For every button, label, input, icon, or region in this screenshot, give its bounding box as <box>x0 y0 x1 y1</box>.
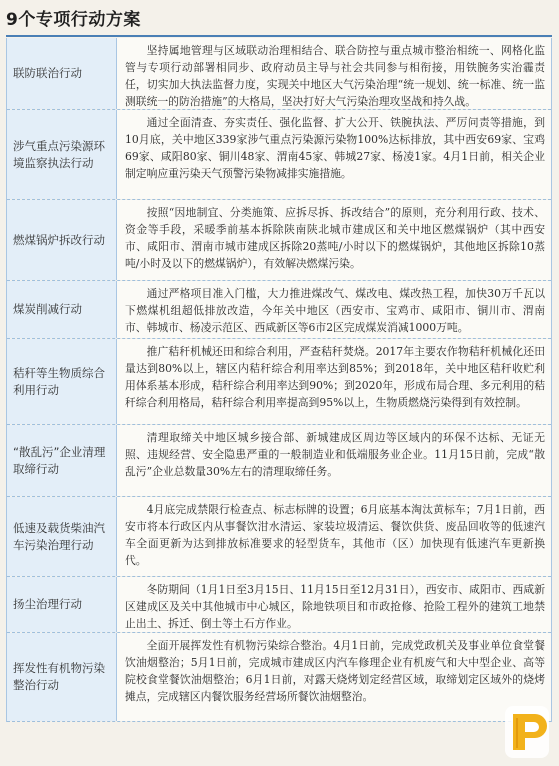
row-body: 全面开展挥发性有机物污染综合整治。4月1日前，完成党政机关及事业单位食堂餐饮油烟整治；5月1日前，完成城市建成区内汽车修理企业有机废气和大中型企业、高等院校食堂餐饮油烟整治；6月1日前，对露天烧烤划定经营区域，取缔划定区域外的烧烤摊点，完成辖区内餐饮服务经营场所餐饮油烟整治。 <box>117 633 551 721</box>
row-name: 挥发性有机物污染整治行动 <box>7 633 117 721</box>
table-row <box>7 497 551 577</box>
table-row <box>7 38 551 110</box>
table-row <box>7 425 551 497</box>
table-row <box>7 577 551 633</box>
table-row <box>7 281 551 339</box>
row-body: 通过严格项目准入门槛，大力推进煤改气、煤改电、煤改热工程，加快30万千瓦以下燃煤机组超低排放改造，今年关中地区（西安市、宝鸡市、咸阳市、铜川市、渭南市、韩城市、杨凌示范区、西咸新区等6市2区完成煤炭消减1000万吨。 <box>117 281 551 338</box>
row-body: 清理取缔关中地区城乡接合部、新城建成区周边等区域内的环保不达标、无证无照、违规经营、安全隐患严重的一般制造业和低端服务业企业。11月15日前，完成“散乱污”企业总数量30%左右的清理取缔任务。 <box>117 425 551 496</box>
table-row <box>7 633 551 722</box>
row-name: 煤炭削减行动 <box>7 281 117 338</box>
table-row <box>7 110 551 200</box>
row-name: “散乱污”企业清理取缔行动 <box>7 425 117 496</box>
newspaper-logo-icon <box>499 702 555 762</box>
row-name: 联防联治行动 <box>7 38 117 109</box>
table-row <box>7 200 551 281</box>
title-divider <box>6 35 552 37</box>
row-body: 冬防期间（1月1日至3月15日、11月15日至12月31日），西安市、咸阳市、西咸新区建成区及关中其他城市中心城区，除地铁项目和市政抢修、抢险工程外的建筑工地禁止出土、拆迁、倒土等土石方作业。 <box>117 577 551 632</box>
row-name: 燃煤锅炉拆改行动 <box>7 200 117 280</box>
row-body: 坚持属地管理与区域联动治理相结合、联合防控与重点城市整治相统一、网格化监管与专项行动部署相同步、政府动员主导与社会共同参与相衔接，用铁腕务实治霾责任，切实加大执法监督力度，实现关中地区大气污染治理“统一规划、统一标准、统一监测联统一的防治措施”的大格局，坚决打好大气污染治理攻坚战和持久战。 <box>117 38 551 109</box>
page-title: 9个专项行动方案 <box>6 10 141 30</box>
action-plan-table <box>6 38 552 722</box>
row-body: 按照“因地制宜、分类施策、应拆尽拆、拆改结合”的原则，充分利用行政、技术、资金等手段，采暖季前基本拆除陕南陕北城市建成区和关中地区燃煤锅炉（其中西安市、咸阳市、渭南市城市建成区拆除20蒸吨/小时以下的燃煤锅炉，其他地区拆除10蒸吨/小时及以下的燃煤锅炉），有效解决燃煤污染。 <box>117 200 551 280</box>
row-name: 涉气重点污染源环境监察执法行动 <box>7 110 117 199</box>
row-name: 低速及载货柴油汽车污染治理行动 <box>7 497 117 576</box>
row-body: 4月底完成禁限行检查点、标志标牌的设置；6月底基本淘汰黄标车；7月1日前，西安市将本行政区内从事餐饮泔水清运、家装垃圾清运、餐饮供货、废品回收等的低速汽车全面更新为达到排放标准要求的轻型货车，其他市（区）加快现有低速汽车更新换代。 <box>117 497 551 576</box>
row-body: 通过全面清查、夯实责任、强化监督、扩大公开、铁腕执法、严厉问责等措施，到10月底，关中地区339家涉气重点污染源污染物100%达标排放，其中西安69家、宝鸡69家、咸阳80家、铜川48家、渭南45家、韩城27家、杨凌1家。4月1日前，相关企业制定响应重污染天气预警污染物减排实施措施。 <box>117 110 551 199</box>
row-name: 秸秆等生物质综合利用行动 <box>7 339 117 424</box>
table-row <box>7 339 551 425</box>
row-body: 推广秸秆机械还田和综合利用，严查秸秆焚烧。2017年主要农作物秸秆机械化还田量达到80%以上，辖区内秸秆综合利用率达到85%；到2018年，关中地区秸秆收贮利用体系基本形成，秸秆综合利用率达到90%；到2020年，形成布局合理、多元利用的秸秆综合利用格局，秸秆综合利用率提高到95%以上，生物质燃烧污染得到有效控制。 <box>117 339 551 424</box>
row-name: 扬尘治理行动 <box>7 577 117 632</box>
